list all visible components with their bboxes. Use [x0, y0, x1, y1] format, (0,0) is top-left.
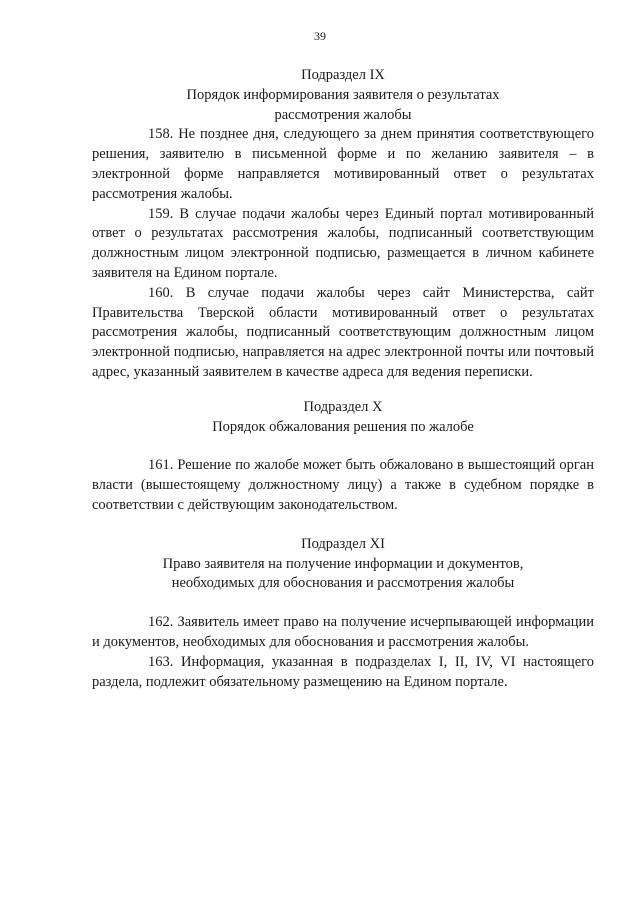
section-heading-line: Порядок обжалования решения по жалобе: [212, 418, 474, 435]
spacer: [92, 516, 594, 535]
spacer: [92, 594, 594, 613]
section-heading-x: [92, 398, 594, 438]
section-heading-ix: [92, 66, 594, 125]
page-content: [92, 66, 594, 692]
section-heading-line: Право заявителя на получение информации и документов,: [162, 555, 524, 572]
section-heading-line: Подраздел X: [303, 398, 383, 415]
paragraph-160: 160. В случае подачи жалобы через сайт Министерства, сайт Правительства Тверской области мотивированный ответ о результатах рассмотрения жалобы, подписанный соответствующим должностным лицом электронной подписью, направляется на адрес электронной почты или почтовый адрес, указанный заявителем в качестве адреса для ведения переписки.: [92, 284, 594, 380]
paragraph-161: 161. Решение по жалобе может быть обжаловано в вышестоящий орган власти (вышестоящему должностному лицу) а также в судебном порядке в соответствии с действующим законодательством.: [92, 457, 594, 513]
section-heading-line: Подраздел IX: [301, 67, 385, 83]
spacer: [92, 383, 594, 398]
section-heading-line: Порядок информирования заявителя о результатах: [186, 86, 500, 103]
paragraph-159: 159. В случае подачи жалобы через Единый портал мотивированный ответ о результатах рассмотрения жалобы, подписанный соответствующим должностным лицом электронной подписью, размещается в личном кабинете заявителя на Едином портале.: [92, 205, 594, 281]
spacer: [92, 437, 594, 456]
section-heading-line: рассмотрения жалобы: [274, 106, 412, 123]
paragraph-162: 162. Заявитель имеет право на получение исчерпывающей информации и документов, необходимых для обоснования и рассмотрения жалобы.: [92, 614, 594, 650]
section-heading-xi: [92, 535, 594, 594]
section-heading-line: необходимых для обоснования и рассмотрения жалобы: [171, 575, 515, 592]
page-number: 39: [314, 29, 326, 43]
paragraph-158: 158. Не позднее дня, следующего за днем принятия соответствующего решения, заявителю в письменной форме и по желанию заявителя – в электронной форме направляется мотивированный ответ о результатах рассмотрения жалобы.: [92, 126, 594, 202]
section-heading-line: Подраздел XI: [301, 535, 385, 552]
paragraph-163: 163. Информация, указанная в подразделах I, II, IV, VI настоящего раздела, подлежит обязательному размещению на Едином портале.: [92, 653, 594, 690]
